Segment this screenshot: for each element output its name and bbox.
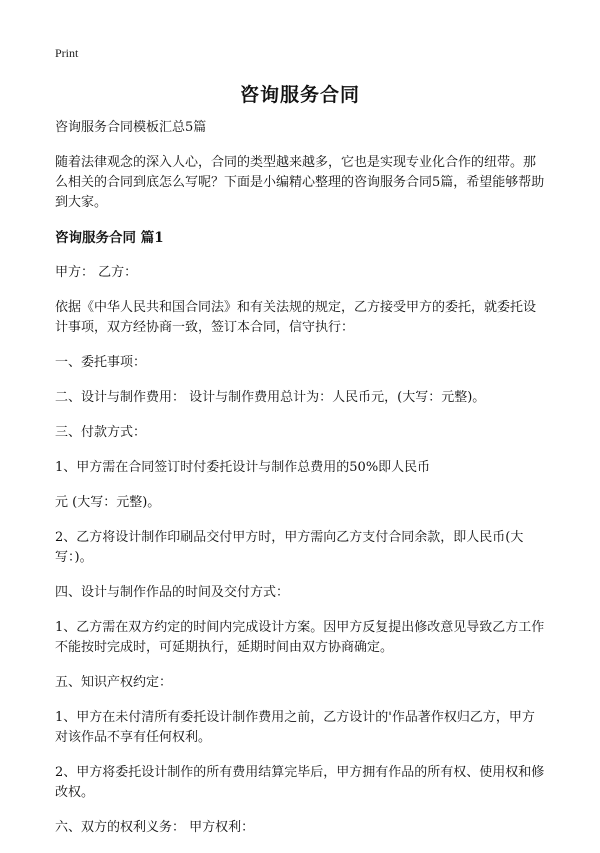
clause-item: 1、乙方需在双方约定的时间内完成设计方案。因甲方反复提出修改意见导致乙方工作不能按时完成时，可延期执行，延期时间由双方协商确定。 [55,620,545,655]
subtitle-paragraph: 咨询服务合同模板汇总5篇 [55,120,207,135]
preamble-paragraph: 依据《中华人民共和国合同法》和有关法规的规定，乙方接受甲方的委托，就委托设计事项，双方经协商一致，签订本合同，信守执行： [55,300,537,335]
clause-heading-3: 三、付款方式： [55,425,147,440]
clause-heading-6: 六、双方的权利义务： 甲方权利： [55,820,255,835]
clause-heading-5: 五、知识产权约定： [55,675,173,690]
clause-heading-4: 四、设计与制作作品的时间及交付方式： [55,585,290,600]
clause-heading-1: 一、委托事项： [55,355,147,370]
intro-paragraph: 随着法律观念的深入人心，合同的类型越来越多，它也是实现专业化合作的纽带。那么相关的合同到底怎么写呢？下面是小编精心整理的咨询服务合同5篇，希望能够帮助到大家。 [55,155,545,210]
clause-item: 1、甲方在未付清所有委托设计制作费用之前，乙方设计的'作品著作权归乙方，甲方对该作品不享有任何权利。 [55,710,535,745]
clause-item: 1、甲方需在合同签订时付委托设计与制作总费用的50%即人民币 [55,460,431,475]
clause-item: 2、甲方将委托设计制作的所有费用结算完毕后，甲方拥有作品的所有权、使用权和修改权。 [55,765,545,800]
clause-item: 元 (大写：元整)。 [55,495,161,510]
section-heading: 咨询服务合同 篇1 [55,230,164,246]
parties-line: 甲方： 乙方： [55,265,138,280]
print-link[interactable]: Print [55,46,79,60]
document-title: 咨询服务合同 [239,84,360,106]
clause-heading-2: 二、设计与制作费用： 设计与制作费用总计为：人民币元，(大写：元整)。 [55,390,486,405]
document-body [55,118,547,853]
clause-item: 2、乙方将设计制作印刷品交付甲方时，甲方需向乙方支付合同余款，即人民币(大写：)。 [55,530,524,565]
